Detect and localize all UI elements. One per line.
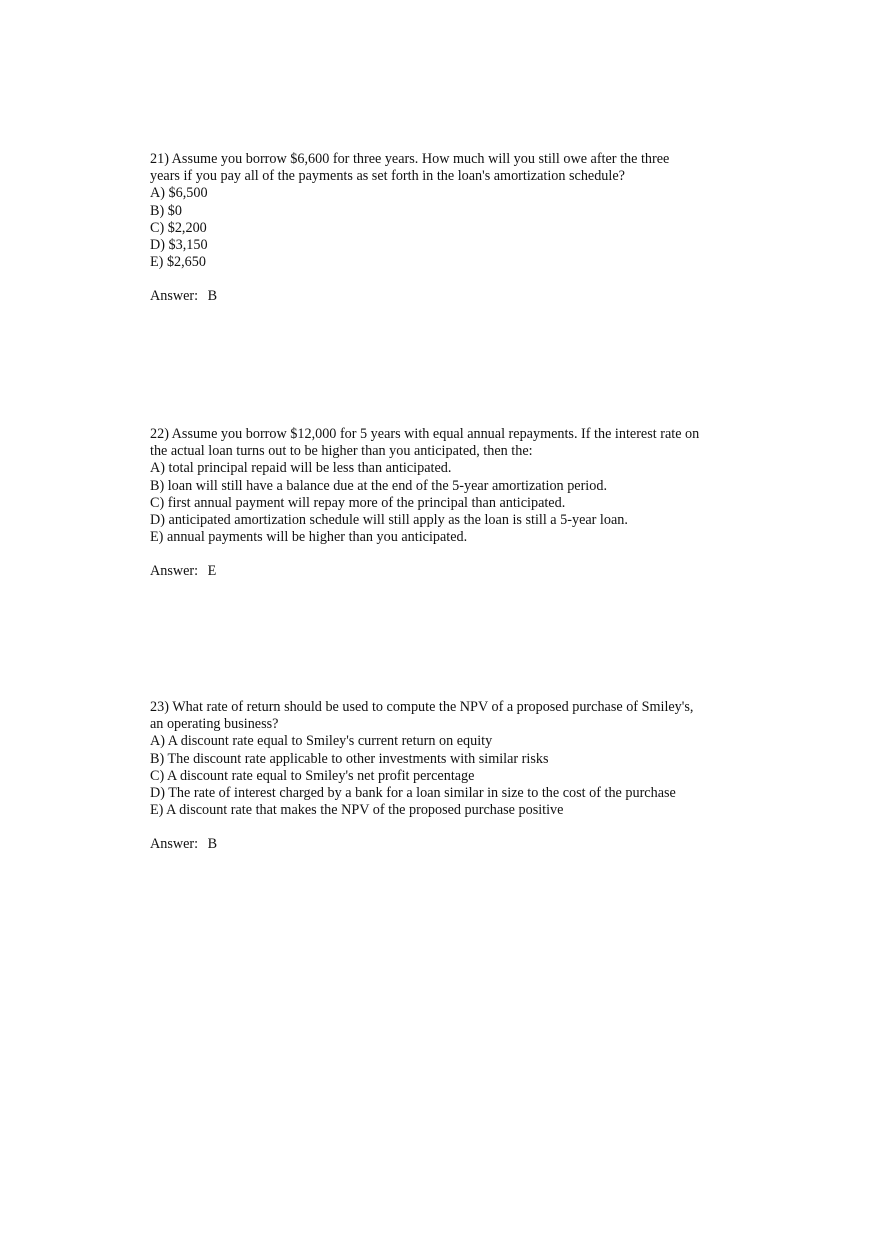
answer-label: Answer: <box>150 836 199 853</box>
question-21 <box>150 151 750 306</box>
answer-option-c: C) $2,200 <box>150 219 207 236</box>
answer-option-b: B) loan will still have a balance due at the end of the 5-year amortization period. <box>150 477 607 494</box>
answer-option-e: E) $2,650 <box>150 254 206 271</box>
answer-value: E <box>207 563 217 580</box>
answer-option-a: A) A discount rate equal to Smiley's current return on equity <box>150 733 493 750</box>
question-stem-line: 21) Assume you borrow $6,600 for three years. How much will you still owe after the three <box>150 151 670 167</box>
answer-value: B <box>207 836 218 853</box>
question-stem-line: 23) What rate of return should be used to compute the NPV of a proposed purchase of Smiley's, <box>150 699 694 715</box>
answer-option-b: B) $0 <box>150 202 182 219</box>
answer-option-a: A) total principal repaid will be less than anticipated. <box>150 460 452 477</box>
answer-label: Answer: <box>150 288 199 305</box>
answer-value: B <box>207 288 218 305</box>
question-23 <box>150 699 750 854</box>
answer-option-b: B) The discount rate applicable to other investments with similar risks <box>150 750 549 767</box>
answer-option-e: E) annual payments will be higher than you anticipated. <box>150 529 468 546</box>
answer-key <box>150 288 750 305</box>
answer-option-d: D) $3,150 <box>150 237 208 254</box>
answer-key <box>150 563 750 580</box>
answer-key <box>150 836 750 853</box>
answer-option-a: A) $6,500 <box>150 185 208 202</box>
question-stem-line: years if you pay all of the payments as set forth in the loan's amortization schedule? <box>150 168 625 185</box>
question-stem-line: 22) Assume you borrow $12,000 for 5 years with equal annual repayments. If the interest rate on <box>150 426 700 442</box>
answer-option-d: D) anticipated amortization schedule will still apply as the loan is still a 5-year loan. <box>150 512 628 529</box>
answer-label: Answer: <box>150 563 199 580</box>
question-stem-line: an operating business? <box>150 716 279 733</box>
answer-option-c: C) A discount rate equal to Smiley's net profit percentage <box>150 767 475 784</box>
answer-option-c: C) first annual payment will repay more of the principal than anticipated. <box>150 494 566 511</box>
question-22 <box>150 426 750 581</box>
question-stem-line: the actual loan turns out to be higher than you anticipated, then the: <box>150 443 533 460</box>
answer-option-d: D) The rate of interest charged by a bank for a loan similar in size to the cost of the purchase <box>150 785 676 802</box>
answer-option-e: E) A discount rate that makes the NPV of the proposed purchase positive <box>150 802 564 819</box>
